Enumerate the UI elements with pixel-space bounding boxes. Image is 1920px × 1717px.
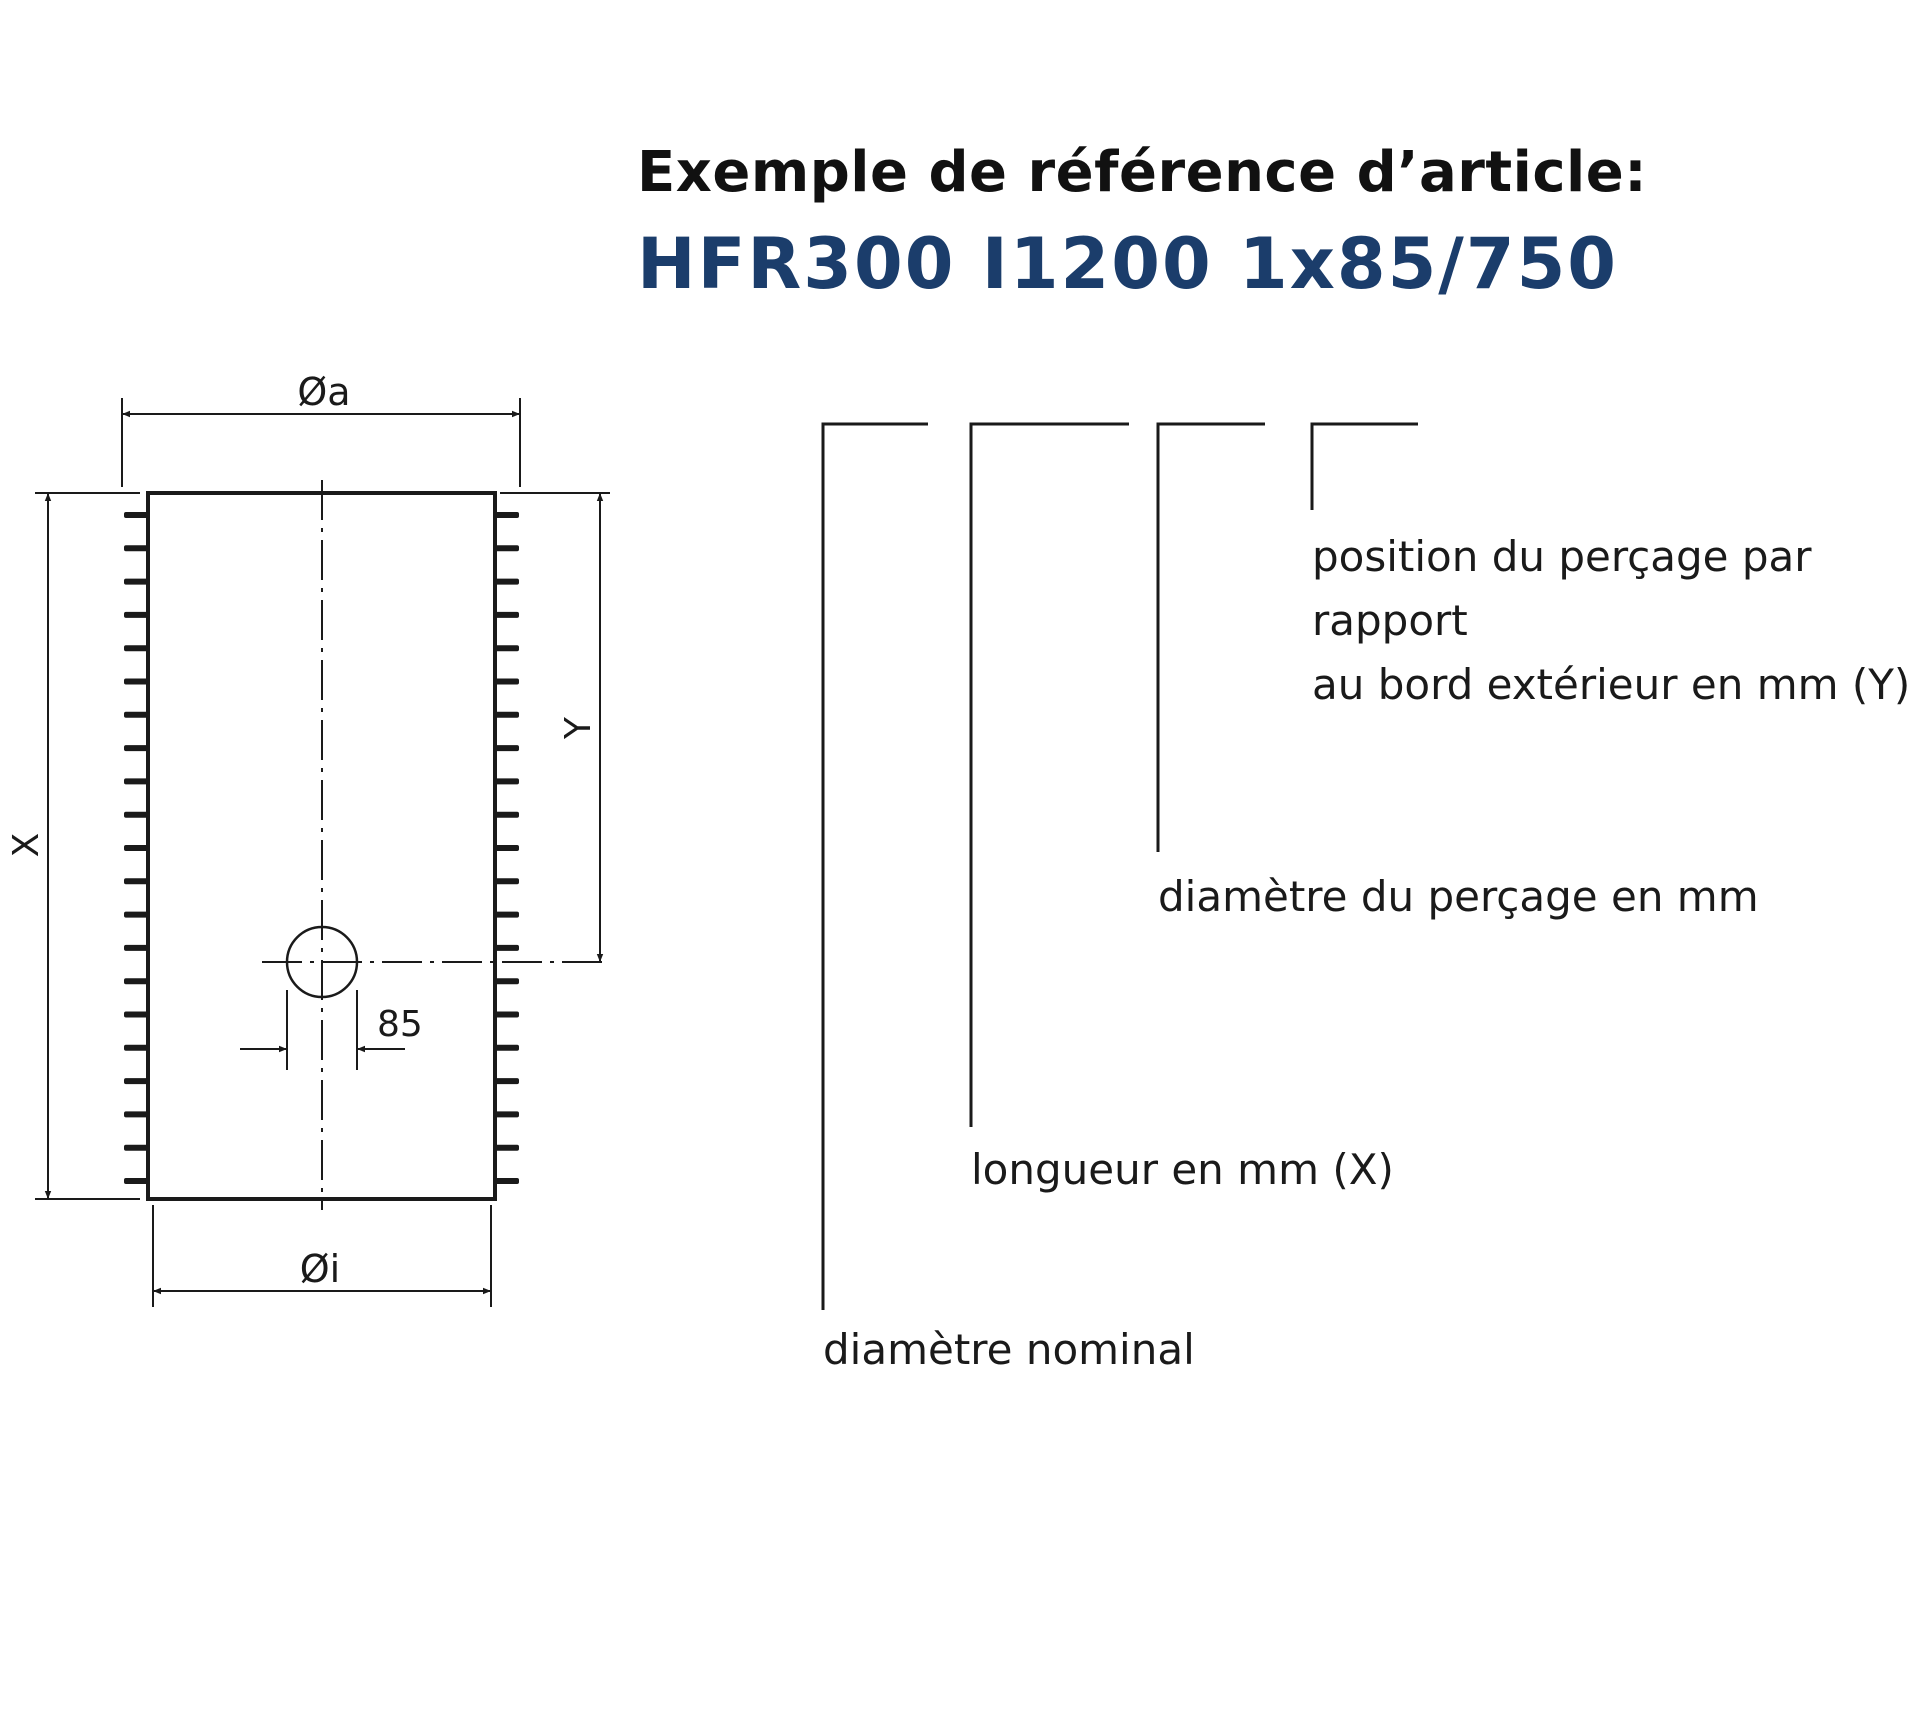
page-title: Exemple de référence d’article: [637, 140, 1648, 205]
fin-left [124, 679, 148, 685]
label-length: longueur en mm (X) [971, 1145, 1394, 1194]
fin-right [495, 712, 519, 718]
fin-left [124, 1078, 148, 1084]
fin-right [495, 545, 519, 551]
fin-left [124, 912, 148, 918]
fin-left [124, 812, 148, 818]
fin-left [124, 645, 148, 651]
bracket-length [971, 424, 1129, 1127]
label-nominal-diameter: diamètre nominal [823, 1325, 1195, 1374]
article-reference: HFR300 I1200 1x85/750 [637, 223, 1618, 305]
fin-right [495, 1145, 519, 1151]
bracket-hole-diameter [1158, 424, 1265, 852]
fin-right [495, 1178, 519, 1184]
position-label: Y [558, 717, 599, 739]
fins-right [495, 512, 519, 1184]
outer-diameter-label: Øa [297, 370, 351, 414]
fin-left [124, 945, 148, 951]
hole-diameter-label: 85 [377, 1004, 423, 1045]
fin-right [495, 645, 519, 651]
label-position-line1: position du perçage par [1312, 532, 1812, 581]
fin-right [495, 579, 519, 585]
fin-left [124, 878, 148, 884]
fin-left [124, 1045, 148, 1051]
fin-right [495, 612, 519, 618]
fin-right [495, 812, 519, 818]
inner-diameter-label: Øi [299, 1247, 341, 1291]
fin-right [495, 512, 519, 518]
fin-left [124, 545, 148, 551]
fin-right [495, 845, 519, 851]
fin-left [124, 579, 148, 585]
fin-left [124, 745, 148, 751]
fin-right [495, 1045, 519, 1051]
fin-left [124, 978, 148, 984]
fin-left [124, 845, 148, 851]
fin-left [124, 712, 148, 718]
fin-left [124, 1012, 148, 1018]
label-position-line3: au bord extérieur en mm (Y) [1312, 660, 1911, 709]
fin-right [495, 945, 519, 951]
fin-right [495, 745, 519, 751]
fin-right [495, 878, 519, 884]
fin-right [495, 978, 519, 984]
fin-right [495, 679, 519, 685]
label-hole-diameter: diamètre du perçage en mm [1158, 872, 1759, 921]
fin-left [124, 512, 148, 518]
fin-right [495, 1012, 519, 1018]
fin-left [124, 1178, 148, 1184]
fin-left [124, 778, 148, 784]
fin-left [124, 1145, 148, 1151]
bracket-hole-position [1312, 424, 1418, 510]
fin-right [495, 1111, 519, 1117]
fin-right [495, 1078, 519, 1084]
fin-right [495, 778, 519, 784]
fin-right [495, 912, 519, 918]
fin-left [124, 1111, 148, 1117]
length-label: X [6, 832, 47, 858]
fins-left [124, 512, 148, 1184]
fin-left [124, 612, 148, 618]
label-position-line2: rapport [1312, 596, 1468, 645]
bracket-nominal-diameter [823, 424, 928, 1310]
